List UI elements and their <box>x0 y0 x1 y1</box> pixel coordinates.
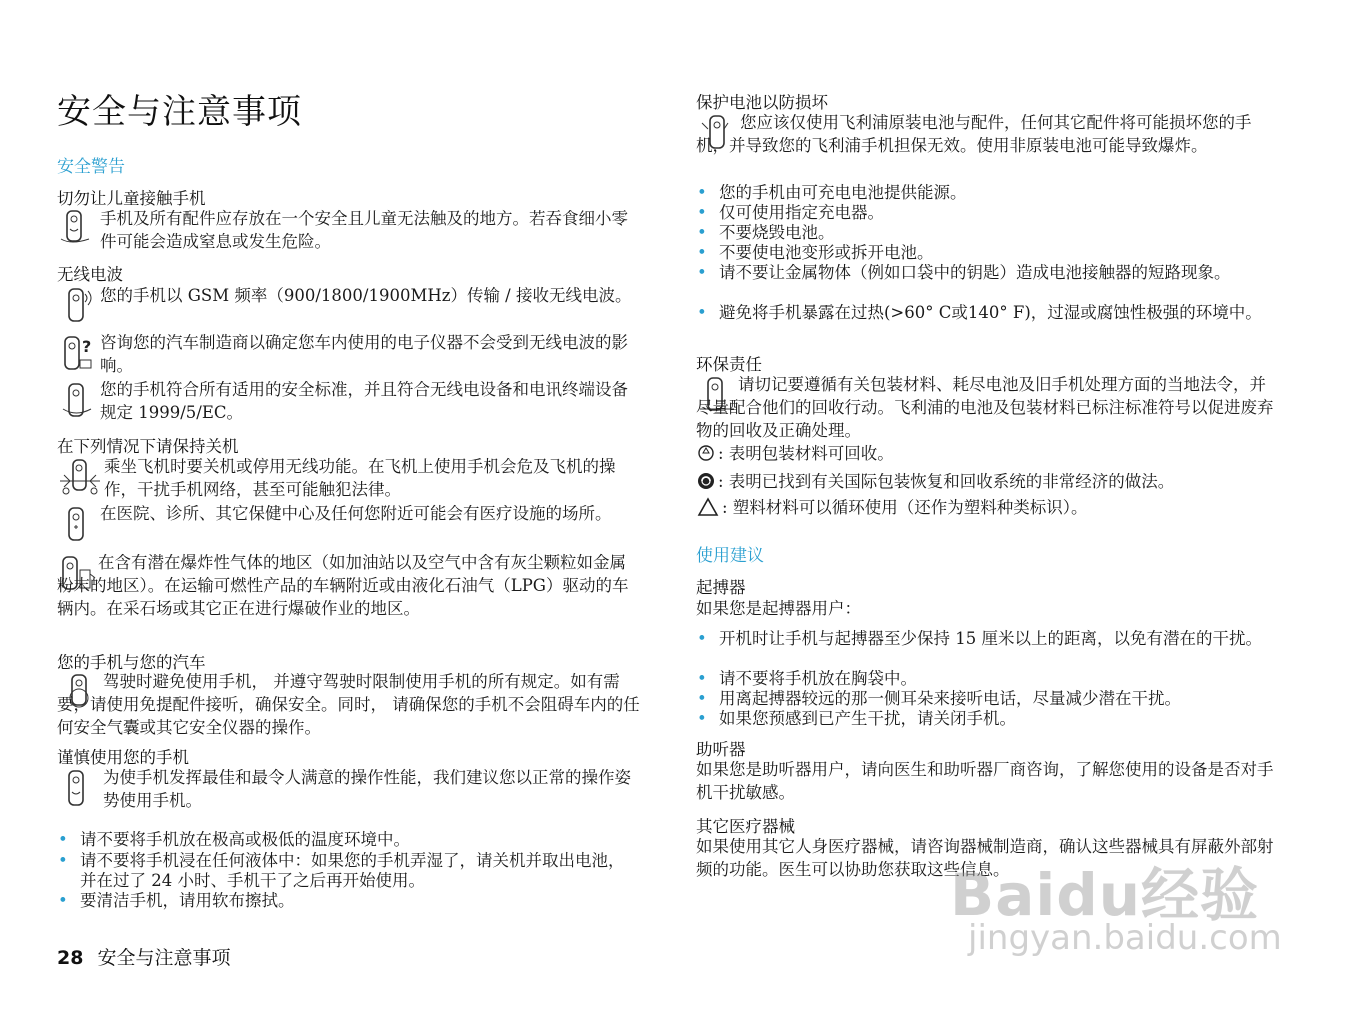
standards-phone-icon <box>60 381 94 421</box>
svg-text:?: ? <box>82 337 92 356</box>
care-bullet: • 请不要将手机浸在任何液体中：如果您的手机弄湿了，请关机并取出电池，并在过了 24 小时、手机干了之后再开始使用。 <box>80 851 640 891</box>
radio-paragraph-2: 咨询您的汽车制造商以确定您车内使用的电子仪器不会受到无线电波的影响。 <box>100 333 628 375</box>
car-paragraph: 驾驶时避免使用手机， 并遵守驾驶时限制使用手机的所有规定。如有需要，请使用免提配件接听，确保安全。同时， 请确保您的手机不会阻碍车内的任何安全气囊或其它安全仪器的操作。 <box>57 672 640 737</box>
heading-other-medical: 其它医疗器械 <box>696 817 795 836</box>
green-dot-icon <box>697 472 715 490</box>
children-text: 手机及所有配件应存放在一个安全且儿童无法触及的地方。若吞食细小零件可能会造成窒息或发生危险。 <box>100 209 628 251</box>
battery-bullet: • 仅可使用指定充电器。 <box>719 203 1279 223</box>
car-question-phone-icon <box>60 334 94 374</box>
battery-bullet: • 避免将手机暴露在过热(>60° C或140° F)，过湿或腐蚀性极强的环境中。 <box>719 303 1279 323</box>
careful-paragraph: 为使手机发挥最佳和最令人满意的操作性能，我们建议您以正常的操作姿势使用手机。 <box>103 768 631 810</box>
environment-paragraph: 请切记要遵循有关包装材料、耗尽电池及旧手机处理方面的当地法令，并尽量配合他们的回收行动。飞利浦的电池及包装材料已标注标准符号以促进废弃物的回收及正确处理。 <box>696 375 1274 440</box>
care-bullet: • 要清洁手机，请用软布擦拭。 <box>80 891 640 911</box>
switch-off-paragraph-3: 在含有潜在爆炸性气体的地区（如加油站以及空气中含有灰尘颗粒如金属粉末的地区）。在运输可燃性产品的车辆附近或由液化石油气（LPG）驱动的车辆内。在采石场或其它正在进行爆破作业的地区。 <box>57 553 629 618</box>
plastic-recycle-triangle-icon <box>697 497 719 517</box>
heading-hearing-aid: 助听器 <box>696 740 746 759</box>
pacemaker-bullet: • 请不要将手机放在胸袋中。 <box>719 669 1279 689</box>
heading-careful-use: 谨慎使用您的手机 <box>57 748 189 767</box>
heading-switch-off: 在下列情况下请保持关机 <box>57 437 239 456</box>
switch-off-paragraph-1: 乘坐飞机时要关机或停用无线功能。在飞机上使用手机会危及飞机的操作，干扰手机网络，甚至可能触犯法律。 <box>104 457 616 499</box>
pacemaker-bullet: • 如果您预感到已产生干扰，请关闭手机。 <box>719 709 1279 729</box>
careful-use-phone-icon <box>60 768 94 810</box>
child-phone-icon <box>58 209 92 245</box>
section-safety-warning: 安全警告 <box>57 157 125 177</box>
heading-battery: 保护电池以防损坏 <box>696 93 828 112</box>
airplane-phone-icon <box>58 457 102 497</box>
battery-bullet: • 您的手机由可充电电池提供能源。 <box>719 183 1279 203</box>
heading-children: 切勿让儿童接触手机 <box>57 189 206 208</box>
watermark-logo: Baidu经验 <box>950 861 1260 929</box>
hearing-aid-paragraph: 如果您是助听器用户，请向医生和助听器厂商咨询，了解您使用的设备是否对手机干扰敏感。 <box>696 760 1274 802</box>
heading-pacemaker: 起搏器 <box>696 578 746 597</box>
footer-title: 安全与注意事项 <box>97 947 231 969</box>
battery-paragraph: 您应该仅使用飞利浦原装电池与配件，任何其它配件将可能损坏您的手机，并导致您的飞利浦手机担保无效。使用非原装电池可能导致爆炸。 <box>696 113 1252 155</box>
battery-bullet: • 不要烧毁电池。 <box>719 223 1279 243</box>
pacemaker-bullet: • 用离起搏器较远的那一侧耳朵来接听电话，尽量减少潜在干扰。 <box>719 689 1279 709</box>
radio-paragraph-1: 您的手机以 GSM 频率（900/1800/1900MHz）传输 / 接收无线电波。 <box>100 286 632 305</box>
heading-phone-and-car: 您的手机与您的汽车 <box>57 653 206 672</box>
heading-environment: 环保责任 <box>696 355 762 374</box>
radio-paragraph-3: 您的手机符合所有适用的安全标准，并且符合无线电设备和电讯终端设备规定 1999/5/EC。 <box>100 380 628 422</box>
radio-wave-phone-icon <box>60 286 94 326</box>
watermark-url: jingyan.baidu.com <box>968 918 1282 958</box>
battery-bullet: • 不要使电池变形或拆开电池。 <box>719 243 1279 263</box>
page-number: 28 <box>57 947 84 969</box>
pacemaker-intro: 如果您是起搏器用户： <box>696 599 861 618</box>
other-medical-paragraph: 如果使用其它人身医疗器械，请咨询器械制造商，确认这些器械具有屏蔽外部射频的功能。医生可以协助您获取这些信息。 <box>696 837 1274 879</box>
footer <box>57 943 231 970</box>
recycle-icon <box>697 444 715 462</box>
pacemaker-bullet: • 开机时让手机与起搏器至少保持 15 厘米以上的距离，以免有潜在的干扰。 <box>719 629 1279 649</box>
symbol-text: : 表明包装材料可回收。 <box>718 444 894 463</box>
battery-bullet: • 请不要让金属物体（例如口袋中的钥匙）造成电池接触器的短路现象。 <box>719 263 1279 283</box>
section-usage-tips: 使用建议 <box>696 546 764 566</box>
hospital-phone-icon <box>62 505 94 545</box>
symbol-text: : 塑料材料可以循环使用（还作为塑料种类标识）。 <box>722 498 1088 517</box>
symbol-text: : 表明已找到有关国际包装恢复和回收系统的非常经济的做法。 <box>718 472 1175 491</box>
care-bullet: • 请不要将手机放在极高或极低的温度环境中。 <box>80 830 640 850</box>
switch-off-paragraph-2: 在医院、诊所、其它保健中心及任何您附近可能会有医疗设施的场所。 <box>100 504 612 523</box>
page-title: 安全与注意事项 <box>57 92 302 132</box>
heading-radio-waves: 无线电波 <box>57 265 123 284</box>
